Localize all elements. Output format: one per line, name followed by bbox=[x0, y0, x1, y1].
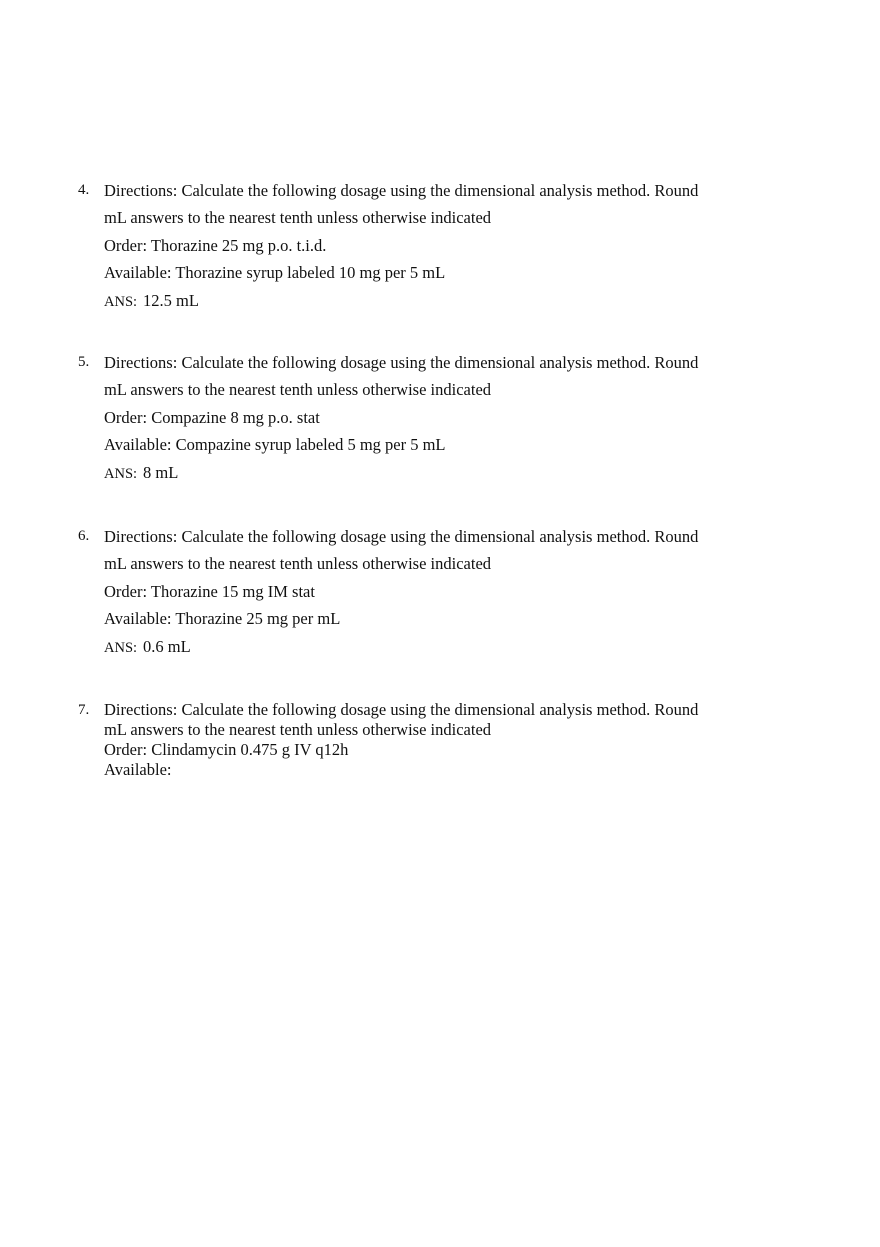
order-line: Order: Thorazine 25 mg p.o. t.i.d. bbox=[104, 235, 327, 255]
answer-label: ANS: bbox=[104, 293, 138, 310]
answer-value: 12.5 mL bbox=[143, 290, 199, 310]
answer-label: ANS: bbox=[104, 465, 138, 482]
directions-line-2: mL answers to the nearest tenth unless otherwise indicated bbox=[104, 554, 492, 574]
directions-line-1: Directions: Calculate the following dosage using the dimensional analysis method. Round bbox=[104, 700, 699, 719]
directions-line-2: mL answers to the nearest tenth unless otherwise indicated bbox=[104, 720, 492, 739]
question-body bbox=[104, 177, 764, 316]
order-line: Order: Compazine 8 mg p.o. stat bbox=[104, 407, 320, 427]
directions-line-1: Directions: Calculate the following dosage using the dimensional analysis method. Round bbox=[104, 353, 699, 372]
answer-value: 0.6 mL bbox=[143, 636, 191, 656]
directions-line-1: Directions: Calculate the following dosage using the dimensional analysis method. Round bbox=[104, 181, 699, 200]
directions-line-2: mL answers to the nearest tenth unless otherwise indicated bbox=[104, 208, 492, 228]
question-number: 5. bbox=[78, 354, 90, 370]
available-line: Available: bbox=[104, 760, 172, 779]
answer-line bbox=[104, 287, 764, 316]
available-line: Available: Compazine syrup labeled 5 mg per 5 mL bbox=[104, 435, 446, 455]
available-line: Available: Thorazine syrup labeled 10 mg per 5 mL bbox=[104, 263, 446, 283]
question-number: 4. bbox=[78, 182, 90, 198]
order-line: Order: Thorazine 15 mg IM stat bbox=[104, 581, 315, 601]
answer-label: ANS: bbox=[104, 639, 138, 656]
question-body bbox=[104, 349, 764, 488]
question-number: 7. bbox=[78, 702, 90, 718]
question-body bbox=[104, 700, 764, 780]
answer-line bbox=[104, 633, 764, 662]
answer-value: 8 mL bbox=[143, 462, 179, 482]
order-line: Order: Clindamycin 0.475 g IV q12h bbox=[104, 740, 349, 759]
available-line: Available: Thorazine 25 mg per mL bbox=[104, 609, 341, 629]
question-number: 6. bbox=[78, 528, 90, 544]
directions-line-1: Directions: Calculate the following dosage using the dimensional analysis method. Round bbox=[104, 527, 699, 546]
question-body bbox=[104, 523, 764, 662]
directions-line-2: mL answers to the nearest tenth unless otherwise indicated bbox=[104, 380, 492, 400]
answer-line bbox=[104, 459, 764, 488]
